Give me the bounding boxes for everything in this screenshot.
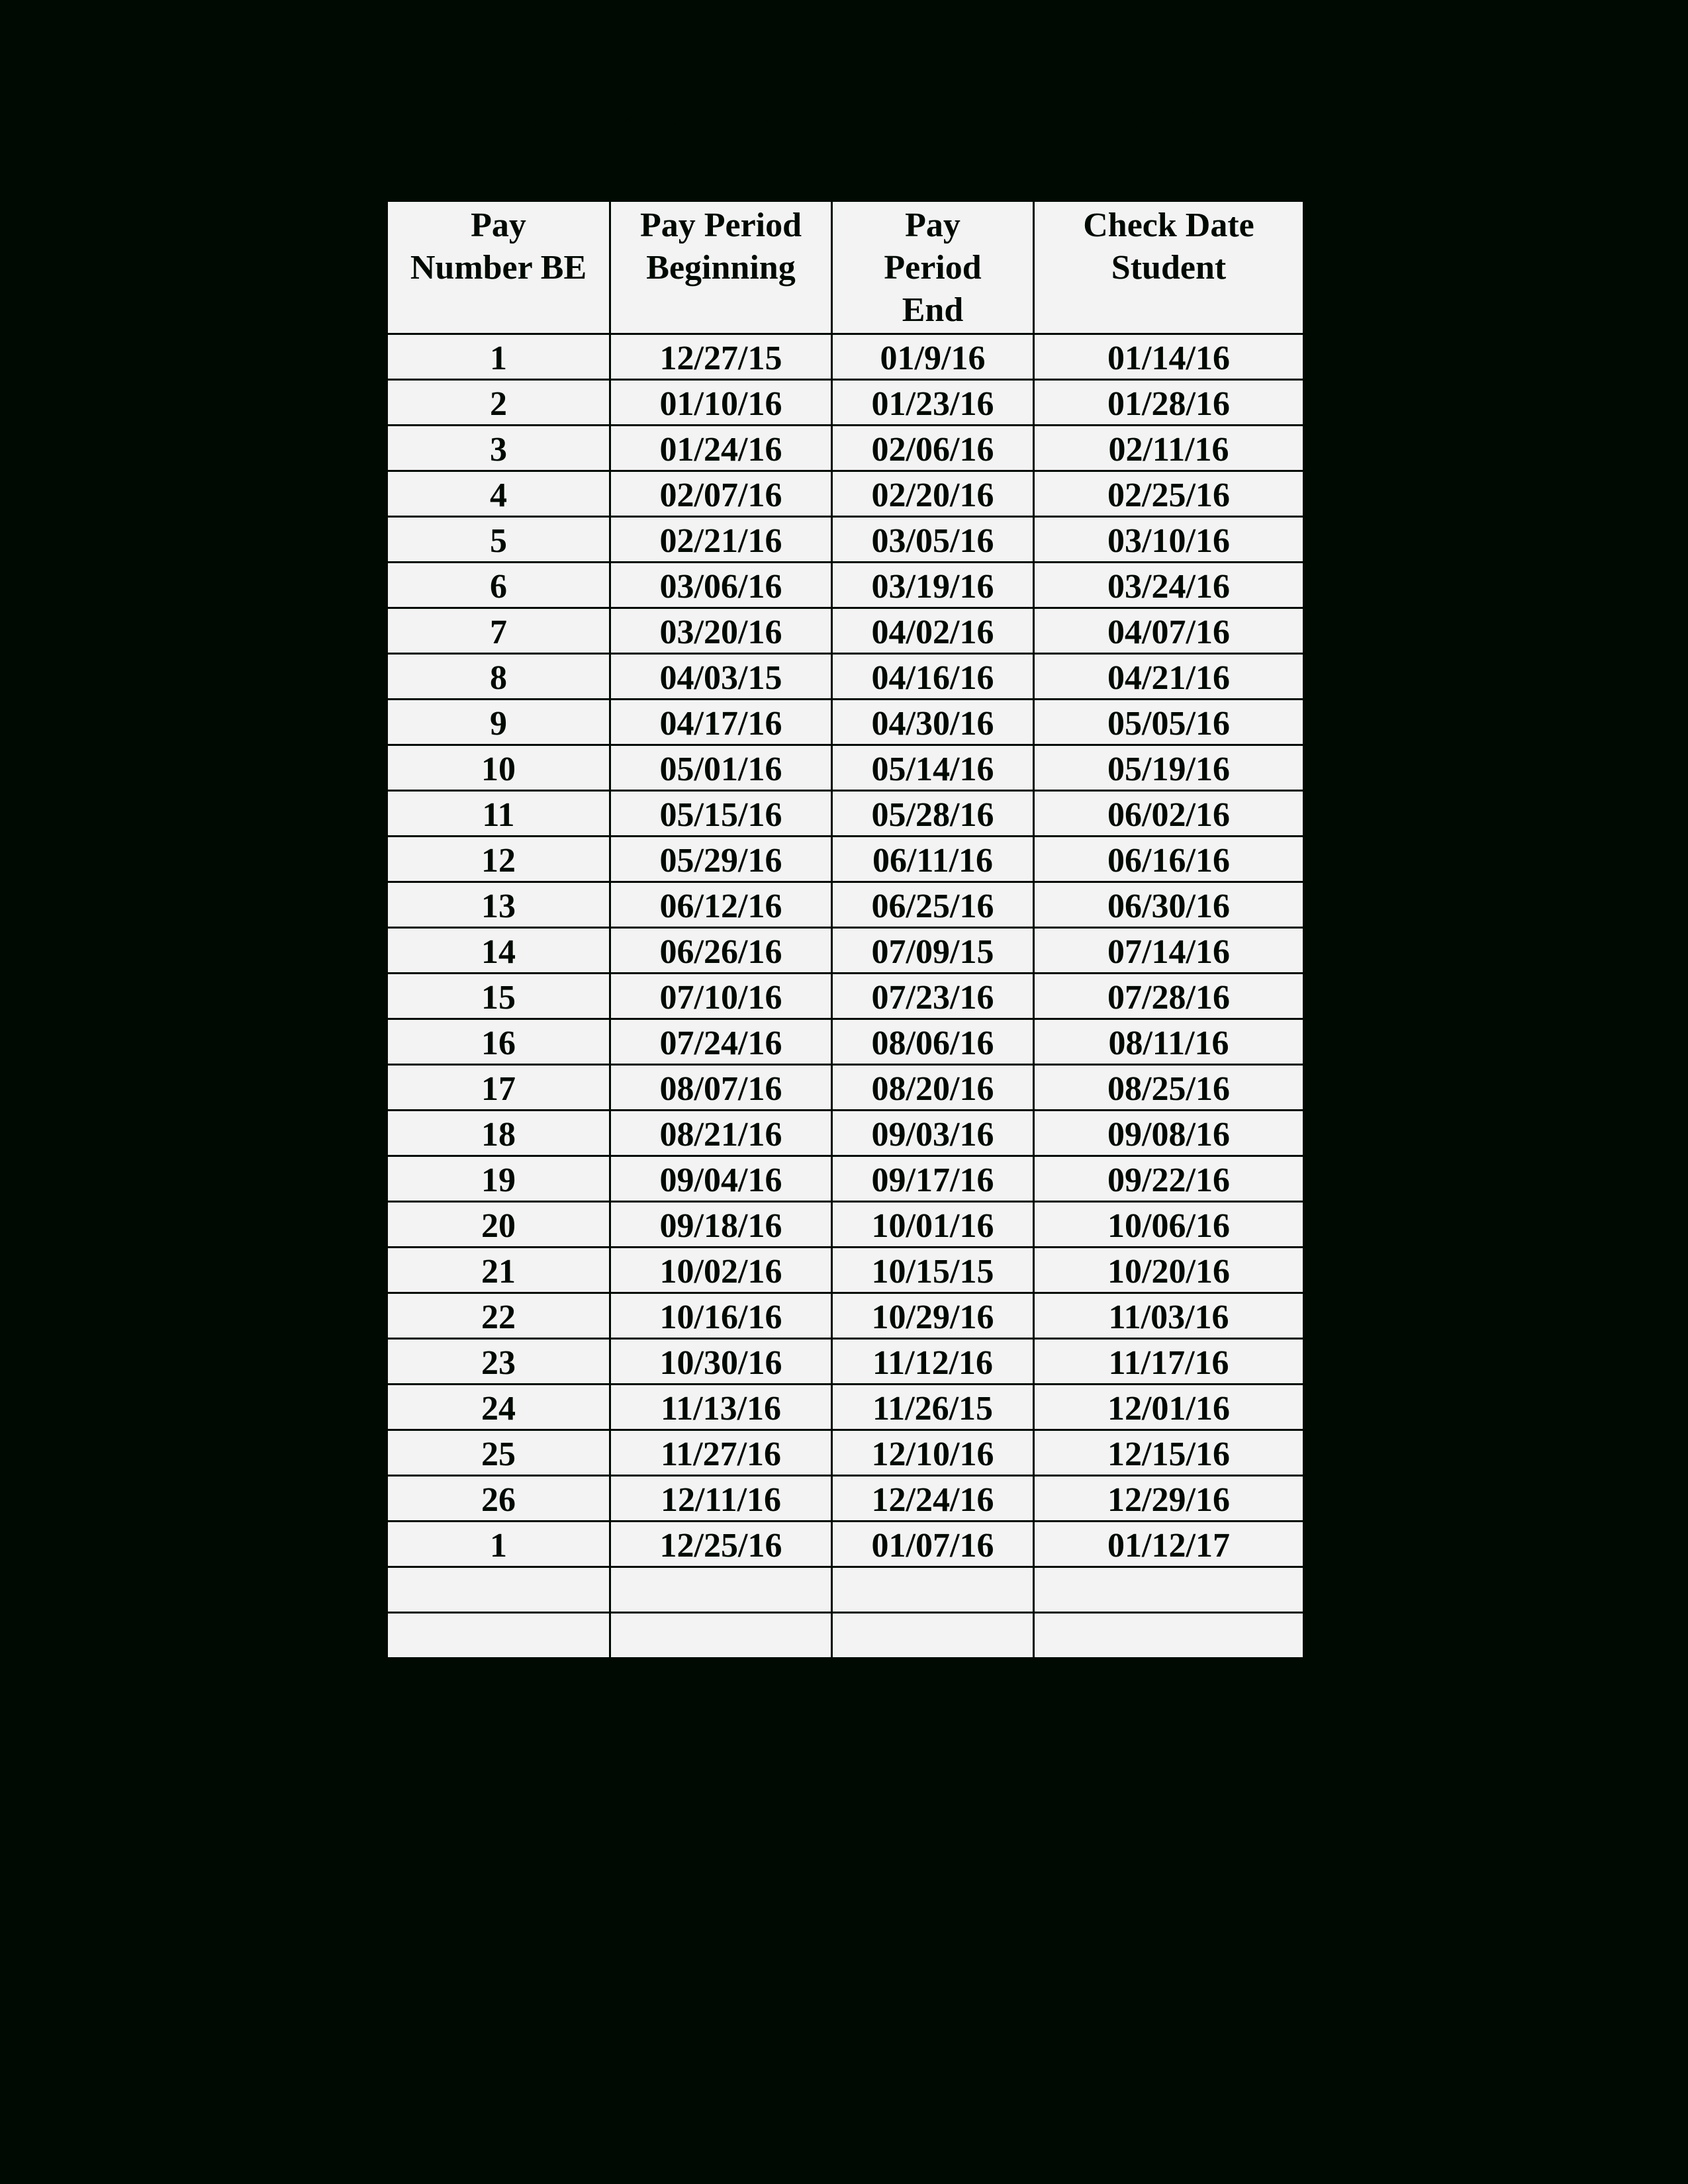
table-row xyxy=(387,1476,1304,1522)
table-body xyxy=(387,334,1304,1659)
table-row xyxy=(387,1339,1304,1385)
cell-period-beginning: 03/06/16 xyxy=(610,563,832,608)
cell-check-date: 03/10/16 xyxy=(1034,517,1304,563)
table-row xyxy=(387,928,1304,974)
cell-period-end: 11/26/15 xyxy=(832,1385,1034,1430)
cell-check-date: 08/25/16 xyxy=(1034,1065,1304,1111)
cell-period-beginning: 05/15/16 xyxy=(610,791,832,837)
cell-pay-number: 14 xyxy=(387,928,610,974)
cell-check-date: 12/01/16 xyxy=(1034,1385,1304,1430)
cell-period-beginning: 07/10/16 xyxy=(610,974,832,1019)
cell-pay-number: 7 xyxy=(387,608,610,654)
table-row xyxy=(387,1385,1304,1430)
cell-check-date xyxy=(1034,1613,1304,1659)
cell-check-date: 01/14/16 xyxy=(1034,334,1304,380)
cell-period-end: 10/15/15 xyxy=(832,1248,1034,1293)
cell-pay-number: 5 xyxy=(387,517,610,563)
cell-pay-number: 10 xyxy=(387,745,610,791)
cell-period-beginning: 07/24/16 xyxy=(610,1019,832,1065)
header-row xyxy=(387,201,1304,334)
cell-pay-number: 6 xyxy=(387,563,610,608)
cell-pay-number: 21 xyxy=(387,1248,610,1293)
cell-period-end: 04/30/16 xyxy=(832,700,1034,745)
cell-check-date: 10/20/16 xyxy=(1034,1248,1304,1293)
table-row xyxy=(387,517,1304,563)
header-line: Pay xyxy=(905,206,961,244)
cell-check-date: 05/19/16 xyxy=(1034,745,1304,791)
cell-period-beginning: 11/13/16 xyxy=(610,1385,832,1430)
table-row xyxy=(387,334,1304,380)
cell-period-beginning: 01/10/16 xyxy=(610,380,832,426)
cell-check-date: 01/12/17 xyxy=(1034,1522,1304,1567)
cell-period-end: 04/16/16 xyxy=(832,654,1034,700)
cell-period-end: 09/03/16 xyxy=(832,1111,1034,1156)
cell-pay-number xyxy=(387,1613,610,1659)
cell-period-beginning: 12/25/16 xyxy=(610,1522,832,1567)
header-period-end xyxy=(832,201,1034,334)
cell-pay-number: 25 xyxy=(387,1430,610,1476)
cell-pay-number xyxy=(387,1567,610,1613)
cell-period-beginning: 10/02/16 xyxy=(610,1248,832,1293)
cell-check-date xyxy=(1034,1567,1304,1613)
cell-period-beginning: 04/17/16 xyxy=(610,700,832,745)
cell-pay-number: 12 xyxy=(387,837,610,882)
cell-period-beginning: 11/27/16 xyxy=(610,1430,832,1476)
cell-check-date: 07/28/16 xyxy=(1034,974,1304,1019)
cell-period-end: 05/28/16 xyxy=(832,791,1034,837)
cell-check-date: 09/08/16 xyxy=(1034,1111,1304,1156)
cell-pay-number: 1 xyxy=(387,1522,610,1567)
cell-pay-number: 4 xyxy=(387,471,610,517)
table-row xyxy=(387,882,1304,928)
cell-check-date: 06/02/16 xyxy=(1034,791,1304,837)
table-row xyxy=(387,1156,1304,1202)
table-row xyxy=(387,1202,1304,1248)
table-row xyxy=(387,1248,1304,1293)
cell-period-end: 04/02/16 xyxy=(832,608,1034,654)
header-line: Period xyxy=(884,249,982,287)
cell-period-end: 07/09/15 xyxy=(832,928,1034,974)
cell-check-date: 03/24/16 xyxy=(1034,563,1304,608)
cell-check-date: 02/25/16 xyxy=(1034,471,1304,517)
table-row xyxy=(387,1065,1304,1111)
cell-period-beginning: 12/27/15 xyxy=(610,334,832,380)
cell-period-end: 10/29/16 xyxy=(832,1293,1034,1339)
cell-period-end: 09/17/16 xyxy=(832,1156,1034,1202)
table-row xyxy=(387,608,1304,654)
cell-period-beginning: 05/01/16 xyxy=(610,745,832,791)
table-row xyxy=(387,654,1304,700)
cell-period-beginning: 06/12/16 xyxy=(610,882,832,928)
header-line: Pay xyxy=(471,206,526,244)
cell-pay-number: 11 xyxy=(387,791,610,837)
cell-check-date: 11/17/16 xyxy=(1034,1339,1304,1385)
cell-period-beginning: 09/18/16 xyxy=(610,1202,832,1248)
cell-check-date: 01/28/16 xyxy=(1034,380,1304,426)
cell-period-end: 03/05/16 xyxy=(832,517,1034,563)
header-line: Student xyxy=(1111,249,1227,287)
cell-period-end: 12/24/16 xyxy=(832,1476,1034,1522)
cell-pay-number: 1 xyxy=(387,334,610,380)
page-title: BIWEEKLY PAYROLL CALENDAR 2016 xyxy=(481,104,1207,145)
table-row xyxy=(387,1019,1304,1065)
cell-period-beginning: 02/07/16 xyxy=(610,471,832,517)
table-row xyxy=(387,380,1304,426)
header-period-beginning xyxy=(610,201,832,334)
cell-period-beginning: 09/04/16 xyxy=(610,1156,832,1202)
cell-period-end: 11/12/16 xyxy=(832,1339,1034,1385)
cell-period-end: 02/06/16 xyxy=(832,426,1034,471)
table-row xyxy=(387,1613,1304,1659)
cell-check-date: 05/05/16 xyxy=(1034,700,1304,745)
header-pay-number xyxy=(387,201,610,334)
cell-period-end: 01/23/16 xyxy=(832,380,1034,426)
cell-pay-number: 8 xyxy=(387,654,610,700)
cell-pay-number: 20 xyxy=(387,1202,610,1248)
table-row xyxy=(387,563,1304,608)
cell-period-end: 01/9/16 xyxy=(832,334,1034,380)
cell-period-beginning: 08/07/16 xyxy=(610,1065,832,1111)
cell-period-end: 08/20/16 xyxy=(832,1065,1034,1111)
cell-check-date: 07/14/16 xyxy=(1034,928,1304,974)
cell-check-date: 08/11/16 xyxy=(1034,1019,1304,1065)
table-row xyxy=(387,1567,1304,1613)
cell-period-beginning: 04/03/15 xyxy=(610,654,832,700)
cell-check-date: 06/16/16 xyxy=(1034,837,1304,882)
cell-check-date: 06/30/16 xyxy=(1034,882,1304,928)
header-line: End xyxy=(902,291,964,329)
header-line: Pay Period xyxy=(639,206,802,244)
table-row xyxy=(387,745,1304,791)
cell-pay-number: 3 xyxy=(387,426,610,471)
cell-period-beginning: 12/11/16 xyxy=(610,1476,832,1522)
cell-pay-number: 19 xyxy=(387,1156,610,1202)
cell-period-beginning: 05/29/16 xyxy=(610,837,832,882)
cell-period-beginning xyxy=(610,1613,832,1659)
table-row xyxy=(387,1111,1304,1156)
cell-check-date: 09/22/16 xyxy=(1034,1156,1304,1202)
cell-check-date: 10/06/16 xyxy=(1034,1202,1304,1248)
cell-pay-number: 26 xyxy=(387,1476,610,1522)
payroll-table xyxy=(386,200,1305,1659)
cell-pay-number: 13 xyxy=(387,882,610,928)
table-row xyxy=(387,426,1304,471)
table-row xyxy=(387,1522,1304,1567)
cell-period-end: 10/01/16 xyxy=(832,1202,1034,1248)
cell-pay-number: 15 xyxy=(387,974,610,1019)
cell-pay-number: 24 xyxy=(387,1385,610,1430)
cell-period-end: 07/23/16 xyxy=(832,974,1034,1019)
cell-check-date: 04/07/16 xyxy=(1034,608,1304,654)
cell-period-end: 06/25/16 xyxy=(832,882,1034,928)
cell-pay-number: 16 xyxy=(387,1019,610,1065)
cell-pay-number: 18 xyxy=(387,1111,610,1156)
header-line: Number BE xyxy=(410,249,587,287)
table-row xyxy=(387,471,1304,517)
cell-period-end: 08/06/16 xyxy=(832,1019,1034,1065)
cell-period-beginning: 10/16/16 xyxy=(610,1293,832,1339)
cell-pay-number: 23 xyxy=(387,1339,610,1385)
cell-period-beginning: 10/30/16 xyxy=(610,1339,832,1385)
table-row xyxy=(387,700,1304,745)
cell-period-beginning: 03/20/16 xyxy=(610,608,832,654)
table-row xyxy=(387,837,1304,882)
cell-period-end: 01/07/16 xyxy=(832,1522,1034,1567)
header-check-date xyxy=(1034,201,1304,334)
cell-period-beginning: 01/24/16 xyxy=(610,426,832,471)
table-row xyxy=(387,791,1304,837)
header-line: Check Date xyxy=(1083,206,1254,244)
cell-period-beginning: 06/26/16 xyxy=(610,928,832,974)
cell-period-end: 06/11/16 xyxy=(832,837,1034,882)
cell-period-end xyxy=(832,1613,1034,1659)
cell-period-end: 05/14/16 xyxy=(832,745,1034,791)
cell-period-beginning: 02/21/16 xyxy=(610,517,832,563)
cell-pay-number: 2 xyxy=(387,380,610,426)
cell-period-end xyxy=(832,1567,1034,1613)
cell-check-date: 02/11/16 xyxy=(1034,426,1304,471)
cell-period-beginning xyxy=(610,1567,832,1613)
cell-check-date: 12/15/16 xyxy=(1034,1430,1304,1476)
cell-period-end: 03/19/16 xyxy=(832,563,1034,608)
header-line: Beginning xyxy=(646,249,796,287)
cell-check-date: 12/29/16 xyxy=(1034,1476,1304,1522)
table-row xyxy=(387,974,1304,1019)
table-row xyxy=(387,1293,1304,1339)
table-row xyxy=(387,1430,1304,1476)
cell-pay-number: 22 xyxy=(387,1293,610,1339)
cell-period-end: 12/10/16 xyxy=(832,1430,1034,1476)
cell-pay-number: 17 xyxy=(387,1065,610,1111)
cell-period-beginning: 08/21/16 xyxy=(610,1111,832,1156)
cell-pay-number: 9 xyxy=(387,700,610,745)
cell-check-date: 04/21/16 xyxy=(1034,654,1304,700)
cell-period-end: 02/20/16 xyxy=(832,471,1034,517)
cell-check-date: 11/03/16 xyxy=(1034,1293,1304,1339)
